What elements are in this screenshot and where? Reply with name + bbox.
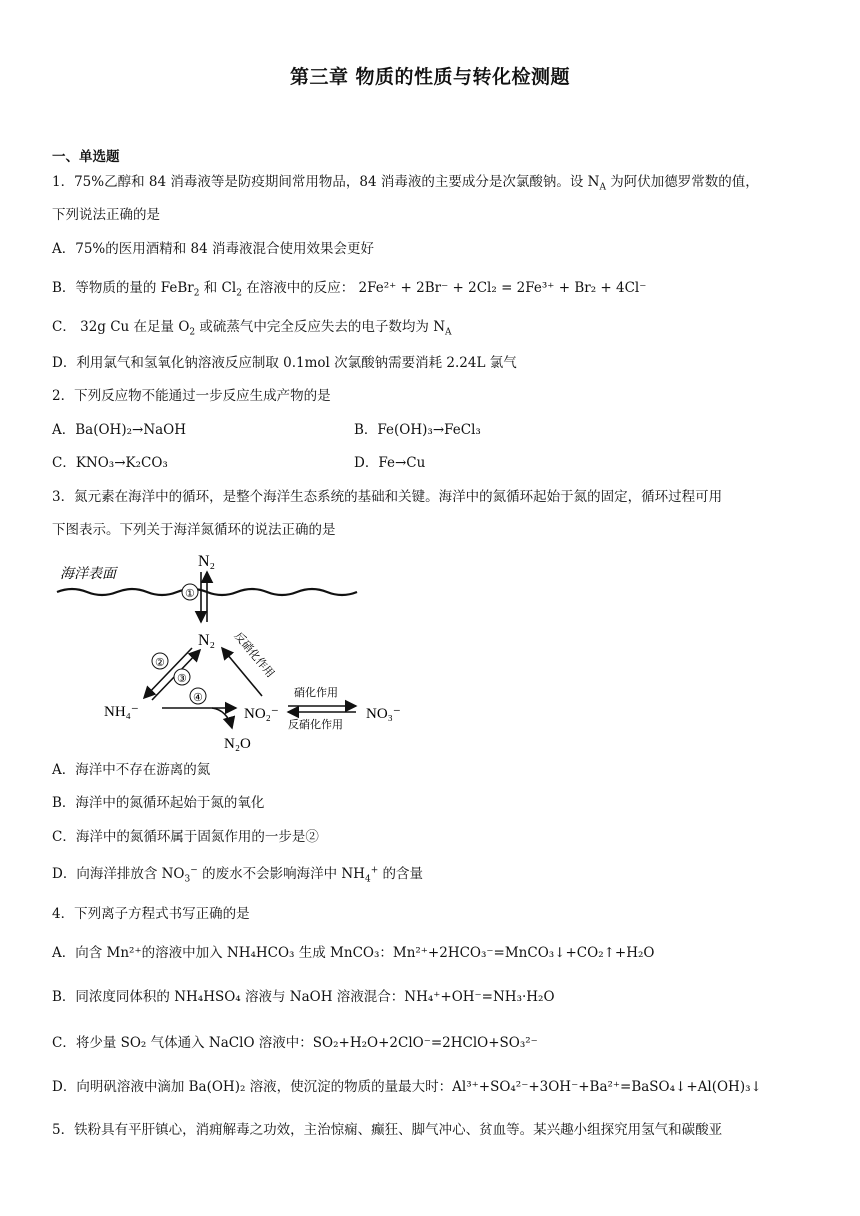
q2-option-d: D．Fe→Cu xyxy=(354,455,426,471)
nitrification-label: 硝化作用 xyxy=(294,687,338,699)
arrow-to-n2o xyxy=(212,708,232,728)
q2-option-b: B．Fe(OH)₃→FeCl₃ xyxy=(354,422,481,438)
q1-stem-line1: 1．75%乙醇和 84 消毒液等是防疫期间常用物品，84 消毒液的主要成分是次氯酸钠。设 $N_A$ 为阿伏加德罗常数的值， xyxy=(52,174,759,193)
q4-option-d: D．向明矾溶液中滴加 Ba(OH)₂ 溶液，使沉淀的物质的量最大时：Al³⁺+SO₄²⁻+3OH⁻+Ba²⁺=BaSO₄↓+Al(OH)₃↓ xyxy=(52,1079,762,1095)
q3-option-c: C．海洋中的氮循环属于固氮作用的一步是② xyxy=(52,829,319,845)
q1-option-a: A．75%的医用酒精和 84 消毒液混合使用效果会更好 xyxy=(52,241,375,257)
q1-option-b: B．等物质的量的 FeBr$_2$ 和 $Cl_2$ 在溶液中的反应： 2Fe²⁺ + 2Br⁻ + 2Cl₂ = 2Fe³⁺ + Br₂ + 4Cl⁻ xyxy=(52,280,647,299)
n2o-label: N₂O xyxy=(224,736,251,752)
n2-mid-label: N₂ xyxy=(198,632,216,649)
q1-stem-line2: 下列说法正确的是 xyxy=(52,207,160,223)
q3-stem-line1: 3．氮元素在海洋中的循环，是整个海洋生态系统的基础和关键。海洋中的氮循环起始于氮的固定，循环过程可用 xyxy=(52,489,723,505)
q4-option-a: A．向含 Mn²⁺的溶液中加入 NH₄HCO₃ 生成 MnCO₃：Mn²⁺+2HCO₃⁻=MnCO₃↓+CO₂↑+H₂O xyxy=(52,945,655,961)
n2-top-label: N₂ xyxy=(198,553,216,570)
sea-surface-label: 海洋表面 xyxy=(60,567,116,582)
q3-option-b: B．海洋中的氮循环起始于氮的氧化 xyxy=(52,795,265,811)
no2-label: NO₂⁻ xyxy=(244,706,279,722)
denitrification2-label: 反硝化作用 xyxy=(288,719,343,731)
section-heading: 一、单选题 xyxy=(52,149,120,165)
q1-option-c: C． 32g Cu 在足量 $O_2$ 或硫蒸气中完全反应失去的电子数均为 $N_A$ xyxy=(52,319,452,338)
denitrification-label: 反硝化作用 xyxy=(231,630,277,681)
q2-option-c: C．KNO₃→K₂CO₃ xyxy=(52,455,168,471)
step3-label: ③ xyxy=(177,673,187,685)
nh4-label: NH₄⁻ xyxy=(104,704,139,720)
q2-option-a: A．Ba(OH)₂→NaOH xyxy=(52,422,187,438)
q2-stem: 2．下列反应物不能通过一步反应生成产物的是 xyxy=(52,388,331,404)
q3-option-a: A．海洋中不存在游离的氮 xyxy=(52,762,211,778)
no3-label: NO₃⁻ xyxy=(366,706,401,722)
q3-stem-line2: 下图表示。下列关于海洋氮循环的说法正确的是 xyxy=(52,522,336,538)
q3-option-d: D．向海洋排放含 $NO_3^-$ 的废水不会影响海洋中 $NH_4^+$ 的含量 xyxy=(52,865,424,885)
page-title: 第三章 物质的性质与转化检测题 xyxy=(289,66,571,88)
q5-stem-line1: 5．铁粉具有平肝镇心，消痈解毒之功效，主治惊痫、癫狂、脚气冲心、贫血等。某兴趣小组探究用氢气和碳酸亚 xyxy=(52,1122,723,1138)
q1-option-d: D．利用氯气和氢氧化钠溶液反应制取 0.1mol 次氯酸钠需要消耗 2.24L 氯气 xyxy=(52,355,517,371)
step4-label: ④ xyxy=(193,692,203,704)
nitrogen-cycle-diagram xyxy=(52,548,422,753)
q4-stem: 4．下列离子方程式书写正确的是 xyxy=(52,906,250,922)
step1-label: ① xyxy=(185,588,195,600)
step2-label: ② xyxy=(155,657,165,669)
q4-option-b: B．同浓度同体积的 NH₄HSO₄ 溶液与 NaOH 溶液混合：NH₄⁺+OH⁻=NH₃·H₂O xyxy=(52,989,555,1005)
q4-option-c: C．将少量 SO₂ 气体通入 NaClO 溶液中：SO₂+H₂O+2ClO⁻=2HClO+SO₃²⁻ xyxy=(52,1035,538,1051)
